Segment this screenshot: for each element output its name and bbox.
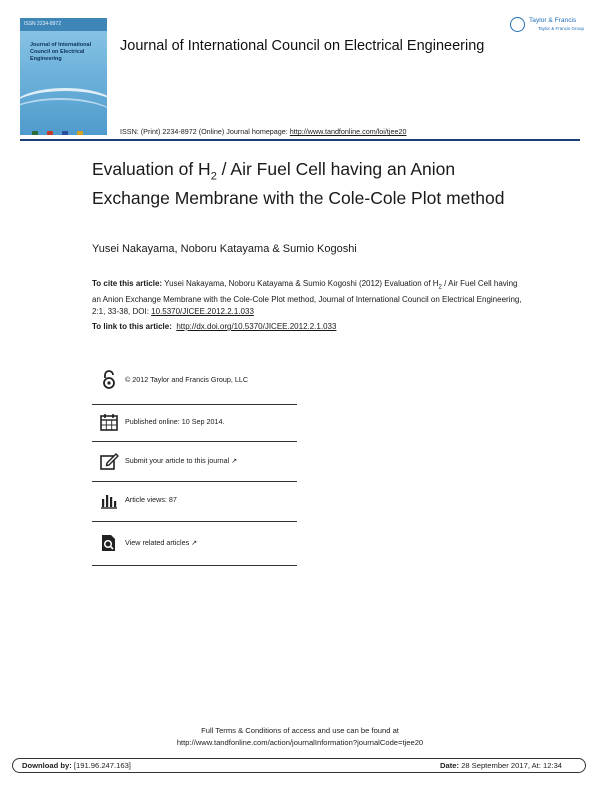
journal-title: Journal of International Council on Electrical Engineering (120, 38, 485, 54)
publisher-name: Taylor & Francis (529, 17, 577, 24)
article-views-row (92, 490, 297, 520)
citation-subscript: 2 (438, 284, 442, 291)
citation-text: / Air Fuel Cell having an Anion Exchange Membrane with the Cole-Cole Plot method, Journal of International Council on Electrical Engineering, 2:1, 33-38, DOI: (92, 279, 522, 316)
issn-line (120, 127, 406, 136)
article-doi-url-link[interactable]: http://dx.doi.org/10.5370/JICEE.2012.2.1.033 (176, 322, 337, 331)
published-row (92, 412, 297, 442)
related-articles-link[interactable] (125, 538, 197, 547)
download-date-value: 28 September 2017, At: 12:34 (459, 761, 563, 770)
link-label: To link to this article: (92, 322, 172, 331)
downloaded-by (22, 761, 131, 770)
downloaded-by-label: Download by: (22, 761, 72, 770)
header-divider (20, 139, 580, 141)
publisher-logo-icon (510, 17, 525, 32)
submit-article-link[interactable] (125, 456, 237, 465)
cover-title: Journal of International Council on Electrical Engineering (30, 42, 92, 62)
cover-top-label: ISSN 2234-8972 (24, 21, 61, 27)
terms-url-link[interactable]: http://www.tandfonline.com/action/journalInformation?journalCode=tjee20 (176, 738, 424, 747)
divider (92, 404, 297, 405)
article-views-text: Article views: 87 (125, 495, 177, 504)
related-search-icon (99, 533, 119, 553)
publisher-logo[interactable] (510, 17, 590, 35)
divider (92, 481, 297, 482)
issn-text: ISSN: (Print) 2234-8972 (Online) Journal homepage: (120, 127, 290, 136)
related-articles-row[interactable] (92, 533, 297, 563)
download-date (440, 761, 562, 770)
submit-article-label: Submit your article to this journal (125, 456, 230, 465)
article-link-line (92, 322, 336, 331)
journal-cover-image (20, 18, 107, 135)
bar-chart-icon (99, 490, 119, 510)
article-title-subscript: 2 (210, 170, 217, 183)
download-date-label: Date: (440, 761, 459, 770)
article-title-part: Evaluation of H (92, 159, 211, 179)
copyright-text: © 2012 Taylor and Francis Group, LLC (125, 375, 249, 384)
citation-block (92, 278, 522, 318)
divider (92, 441, 297, 442)
related-articles-label: View related articles (125, 538, 190, 547)
submit-article-row[interactable] (92, 451, 297, 481)
citation-text: Yusei Nakayama, Noboru Katayama & Sumio Kogoshi (2012) Evaluation of H (162, 279, 439, 288)
terms-text: Full Terms & Conditions of access and use can be found at (201, 726, 399, 735)
article-title-part: / Air Fuel Cell having an Anion Exchange Membrane with the Cole-Cole Plot method (92, 159, 505, 208)
cover-icons (32, 124, 96, 130)
article-authors: Yusei Nakayama, Noboru Katayama & Sumio Kogoshi (92, 243, 357, 255)
external-link-icon: ↗ (191, 540, 198, 547)
downloaded-by-value: [191.96.247.163] (71, 761, 131, 770)
citation-label: To cite this article: (92, 279, 163, 288)
doi-link[interactable]: 10.5370/JICEE.2012.2.1.033 (151, 306, 254, 316)
copyright-row (92, 370, 297, 400)
edit-icon (99, 451, 119, 471)
article-title (92, 159, 512, 210)
calendar-icon (99, 412, 119, 432)
open-access-icon (99, 370, 119, 390)
divider (92, 521, 297, 522)
published-date-text: Published online: 10 Sep 2014. (125, 417, 225, 426)
external-link-icon: ↗ (231, 458, 238, 465)
publisher-tagline: Taylor & Francis Group (538, 26, 585, 31)
journal-homepage-link[interactable]: http://www.tandfonline.com/loi/tjee20 (289, 127, 407, 136)
divider (92, 565, 297, 566)
